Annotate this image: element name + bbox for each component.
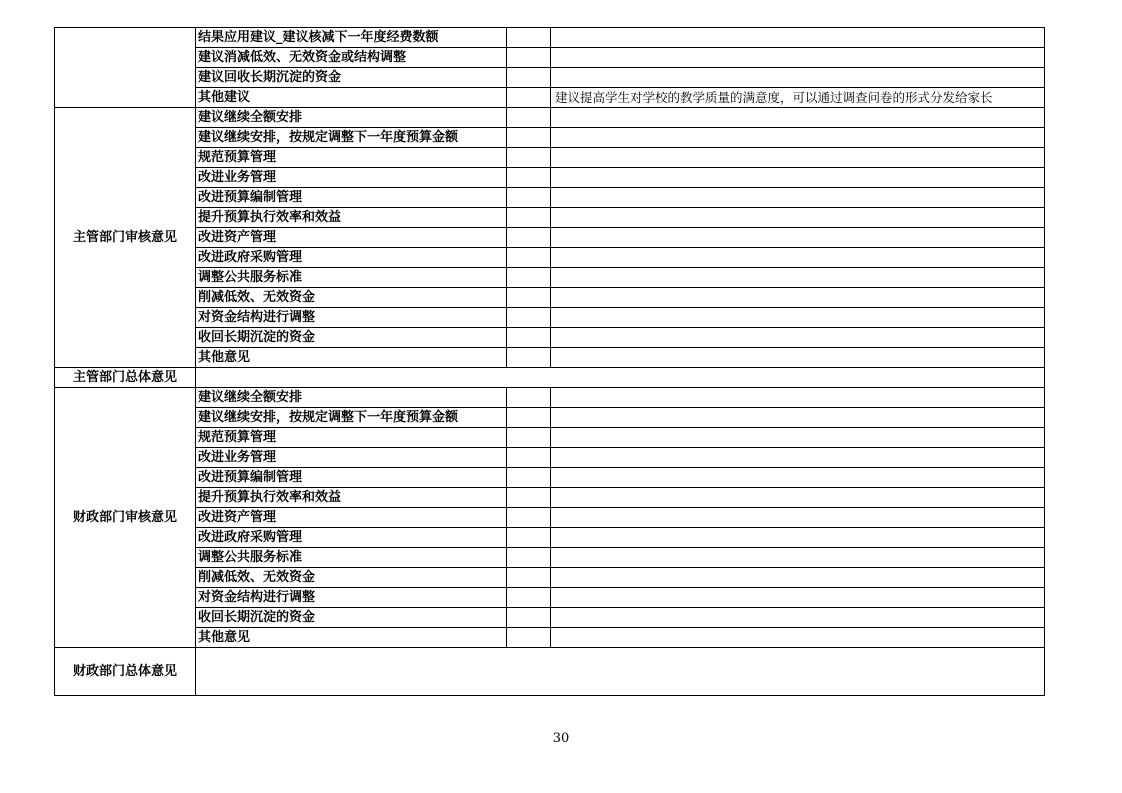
table-row — [55, 288, 1045, 308]
check-cell[interactable] — [507, 628, 551, 648]
row-label: 改进预算编制管理 — [196, 468, 507, 488]
table-row — [55, 328, 1045, 348]
table-row — [55, 128, 1045, 148]
note-cell[interactable] — [551, 308, 1045, 328]
note-cell[interactable] — [551, 628, 1045, 648]
table-row — [55, 628, 1045, 648]
check-cell[interactable] — [507, 488, 551, 508]
check-cell[interactable] — [507, 188, 551, 208]
table-row — [55, 108, 1045, 128]
row-label: 调整公共服务标准 — [196, 268, 507, 288]
section-label-results — [55, 28, 196, 108]
note-cell[interactable] — [551, 608, 1045, 628]
row-label: 建议继续安排，按规定调整下一年度预算金额 — [196, 408, 507, 428]
row-label: 结果应用建议_建议核减下一年度经费数额 — [196, 28, 507, 48]
check-cell[interactable] — [507, 68, 551, 88]
row-label: 改进资产管理 — [196, 228, 507, 248]
section-label-dept-overall: 主管部门总体意见 — [55, 368, 196, 388]
table-row — [55, 348, 1045, 368]
row-label: 提升预算执行效率和效益 — [196, 488, 507, 508]
row-label: 提升预算执行效率和效益 — [196, 208, 507, 228]
table-row — [55, 548, 1045, 568]
check-cell[interactable] — [507, 228, 551, 248]
row-label: 对资金结构进行调整 — [196, 308, 507, 328]
row-label: 改进资产管理 — [196, 508, 507, 528]
note-cell[interactable] — [551, 208, 1045, 228]
row-label: 规范预算管理 — [196, 148, 507, 168]
note-cell[interactable] — [551, 428, 1045, 448]
note-cell[interactable] — [551, 188, 1045, 208]
note-cell[interactable] — [551, 348, 1045, 368]
evaluation-table — [54, 27, 1045, 696]
check-cell[interactable] — [507, 168, 551, 188]
check-cell[interactable] — [507, 608, 551, 628]
row-label: 建议继续安排，按规定调整下一年度预算金额 — [196, 128, 507, 148]
table-row — [55, 248, 1045, 268]
note-cell[interactable] — [551, 408, 1045, 428]
table-row — [55, 508, 1045, 528]
table-row — [55, 528, 1045, 548]
note-cell[interactable] — [551, 328, 1045, 348]
table-row — [55, 468, 1045, 488]
note-cell[interactable] — [551, 148, 1045, 168]
row-label: 其他建议 — [196, 88, 507, 108]
note-cell[interactable] — [551, 588, 1045, 608]
check-cell[interactable] — [507, 348, 551, 368]
row-label: 改进预算编制管理 — [196, 188, 507, 208]
note-cell[interactable] — [551, 388, 1045, 408]
table-row — [55, 488, 1045, 508]
table-row — [55, 428, 1045, 448]
note-cell[interactable] — [551, 448, 1045, 468]
check-cell[interactable] — [507, 248, 551, 268]
note-cell[interactable] — [551, 548, 1045, 568]
check-cell[interactable] — [507, 148, 551, 168]
note-cell[interactable] — [551, 268, 1045, 288]
row-label: 改进政府采购管理 — [196, 528, 507, 548]
table-row — [55, 188, 1045, 208]
check-cell[interactable] — [507, 88, 551, 108]
note-cell[interactable] — [551, 288, 1045, 308]
table-row — [55, 88, 1045, 108]
row-label: 建议消减低效、无效资金或结构调整 — [196, 48, 507, 68]
table-row — [55, 448, 1045, 468]
check-cell[interactable] — [507, 208, 551, 228]
table-row — [55, 648, 1045, 696]
dept-overall-value[interactable] — [196, 368, 1045, 388]
row-label: 其他意见 — [196, 628, 507, 648]
table-row — [55, 228, 1045, 248]
check-cell[interactable] — [507, 28, 551, 48]
note-cell[interactable] — [551, 108, 1045, 128]
note-cell[interactable] — [551, 228, 1045, 248]
check-cell[interactable] — [507, 508, 551, 528]
row-label: 规范预算管理 — [196, 428, 507, 448]
row-label: 建议继续全额安排 — [196, 108, 507, 128]
table-row — [55, 368, 1045, 388]
note-cell[interactable] — [551, 68, 1045, 88]
row-label: 建议回收长期沉淀的资金 — [196, 68, 507, 88]
table-row — [55, 388, 1045, 408]
check-cell[interactable] — [507, 408, 551, 428]
check-cell[interactable] — [507, 448, 551, 468]
check-cell[interactable] — [507, 128, 551, 148]
table-row — [55, 608, 1045, 628]
check-cell[interactable] — [507, 548, 551, 568]
note-cell[interactable] — [551, 468, 1045, 488]
row-label: 其他意见 — [196, 348, 507, 368]
check-cell[interactable] — [507, 48, 551, 68]
table-row — [55, 568, 1045, 588]
check-cell[interactable] — [507, 388, 551, 408]
table-row — [55, 588, 1045, 608]
check-cell[interactable] — [507, 328, 551, 348]
check-cell[interactable] — [507, 588, 551, 608]
note-cell[interactable] — [551, 48, 1045, 68]
row-label: 削减低效、无效资金 — [196, 288, 507, 308]
check-cell[interactable] — [507, 568, 551, 588]
note-cell[interactable] — [551, 28, 1045, 48]
row-label: 削减低效、无效资金 — [196, 568, 507, 588]
note-cell[interactable] — [551, 568, 1045, 588]
note-cell[interactable] — [551, 528, 1045, 548]
row-label: 对资金结构进行调整 — [196, 588, 507, 608]
check-cell[interactable] — [507, 268, 551, 288]
check-cell[interactable] — [507, 308, 551, 328]
check-cell[interactable] — [507, 108, 551, 128]
row-label: 改进业务管理 — [196, 448, 507, 468]
finance-overall-value[interactable] — [196, 648, 1045, 696]
table-row — [55, 208, 1045, 228]
table-row — [55, 28, 1045, 48]
table-row — [55, 408, 1045, 428]
check-cell[interactable] — [507, 468, 551, 488]
note-cell[interactable] — [551, 488, 1045, 508]
row-label: 收回长期沉淀的资金 — [196, 608, 507, 628]
note-cell[interactable] — [551, 168, 1045, 188]
table-row — [55, 68, 1045, 88]
note-cell-other-suggestion[interactable]: 建议提高学生对学校的教学质量的满意度，可以通过调查问卷的形式分发给家长 — [551, 88, 1045, 108]
section-label-dept-review: 主管部门审核意见 — [55, 108, 196, 368]
page-number: 30 — [552, 731, 570, 746]
row-label: 改进业务管理 — [196, 168, 507, 188]
check-cell[interactable] — [507, 428, 551, 448]
check-cell[interactable] — [507, 288, 551, 308]
table-row — [55, 268, 1045, 288]
section-label-finance-overall: 财政部门总体意见 — [55, 648, 196, 696]
row-label: 调整公共服务标准 — [196, 548, 507, 568]
table-row — [55, 48, 1045, 68]
note-cell[interactable] — [551, 248, 1045, 268]
section-label-finance-review: 财政部门审核意见 — [55, 388, 196, 648]
row-label: 收回长期沉淀的资金 — [196, 328, 507, 348]
check-cell[interactable] — [507, 528, 551, 548]
note-cell[interactable] — [551, 128, 1045, 148]
table-row — [55, 308, 1045, 328]
row-label: 改进政府采购管理 — [196, 248, 507, 268]
table-row — [55, 148, 1045, 168]
note-cell[interactable] — [551, 508, 1045, 528]
table-row — [55, 168, 1045, 188]
row-label: 建议继续全额安排 — [196, 388, 507, 408]
